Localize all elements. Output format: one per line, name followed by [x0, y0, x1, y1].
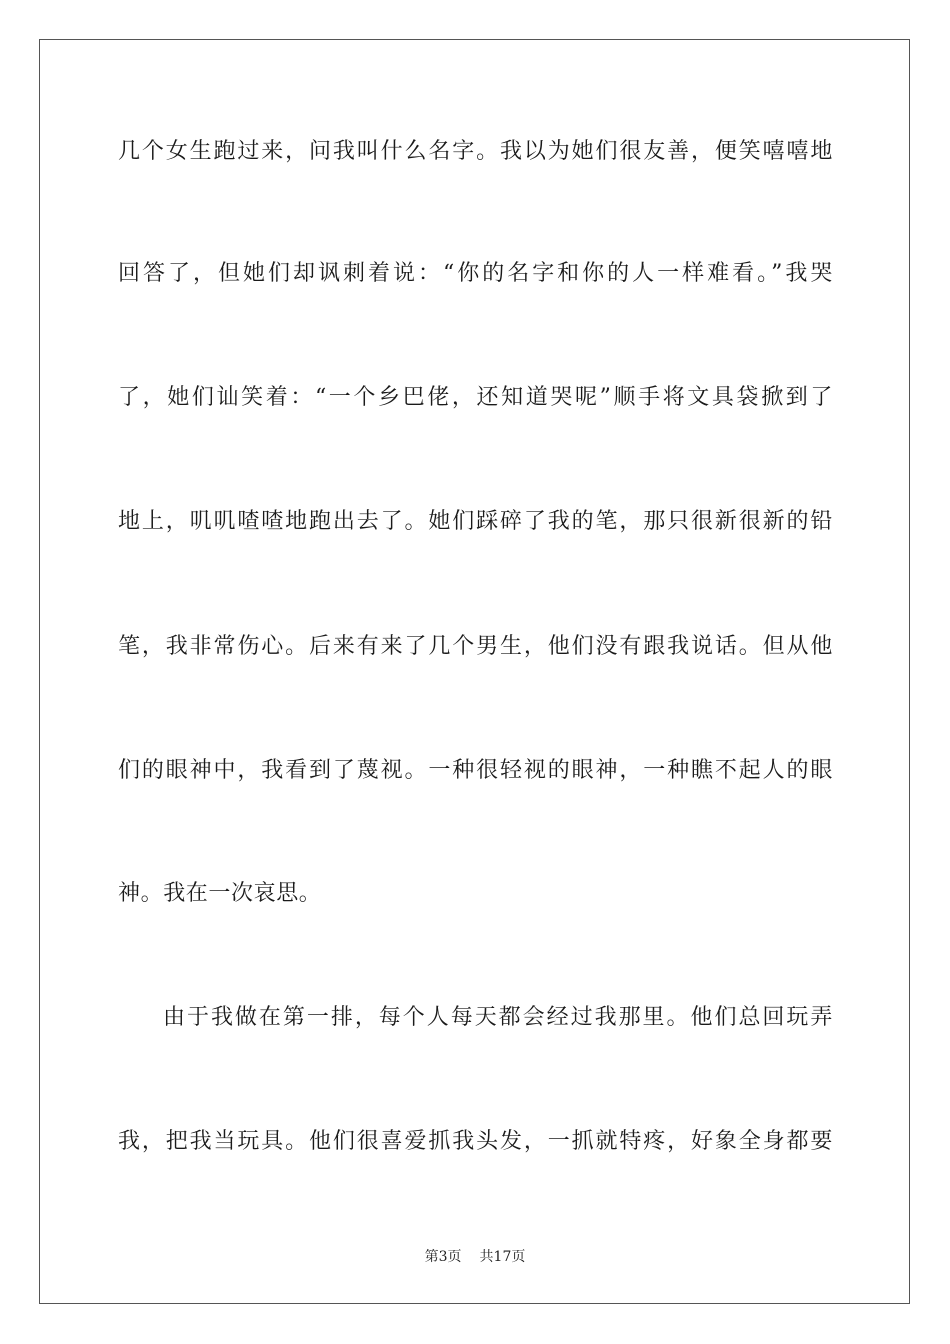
paragraph-line-7: 神。我在一次哀思。	[118, 881, 322, 906]
paragraph-line-1: 几个女生跑过来，问我叫什么名字。我以为她们很友善，便笑嘻嘻地	[118, 139, 833, 164]
paragraph-line-2: 回答了，但她们却讽刺着说：“你的名字和你的人一样难看。”我哭	[118, 261, 833, 286]
page-frame	[39, 39, 910, 1304]
paragraph-line-8: 由于我做在第一排，每个人每天都会经过我那里。他们总回玩弄	[163, 1005, 833, 1030]
paragraph-line-5: 笔，我非常伤心。后来有来了几个男生，他们没有跟我说话。但从他	[118, 634, 833, 659]
page-total: 共17页	[479, 1249, 526, 1265]
paragraph-line-6: 们的眼神中，我看到了蔑视。一种很轻视的眼神，一种瞧不起人的眼	[118, 758, 833, 783]
paragraph-line-9: 我，把我当玩具。他们很喜爱抓我头发，一抓就特疼，好象全身都要	[118, 1129, 833, 1154]
page-footer	[0, 1246, 950, 1266]
paragraph-line-3: 了，她们讪笑着：“一个乡巴佬，还知道哭呢”顺手将文具袋掀到了	[118, 385, 833, 410]
paragraph-line-4: 地上，叽叽喳喳地跑出去了。她们踩碎了我的笔，那只很新很新的铅	[118, 509, 833, 534]
page-number: 第3页	[424, 1249, 462, 1265]
